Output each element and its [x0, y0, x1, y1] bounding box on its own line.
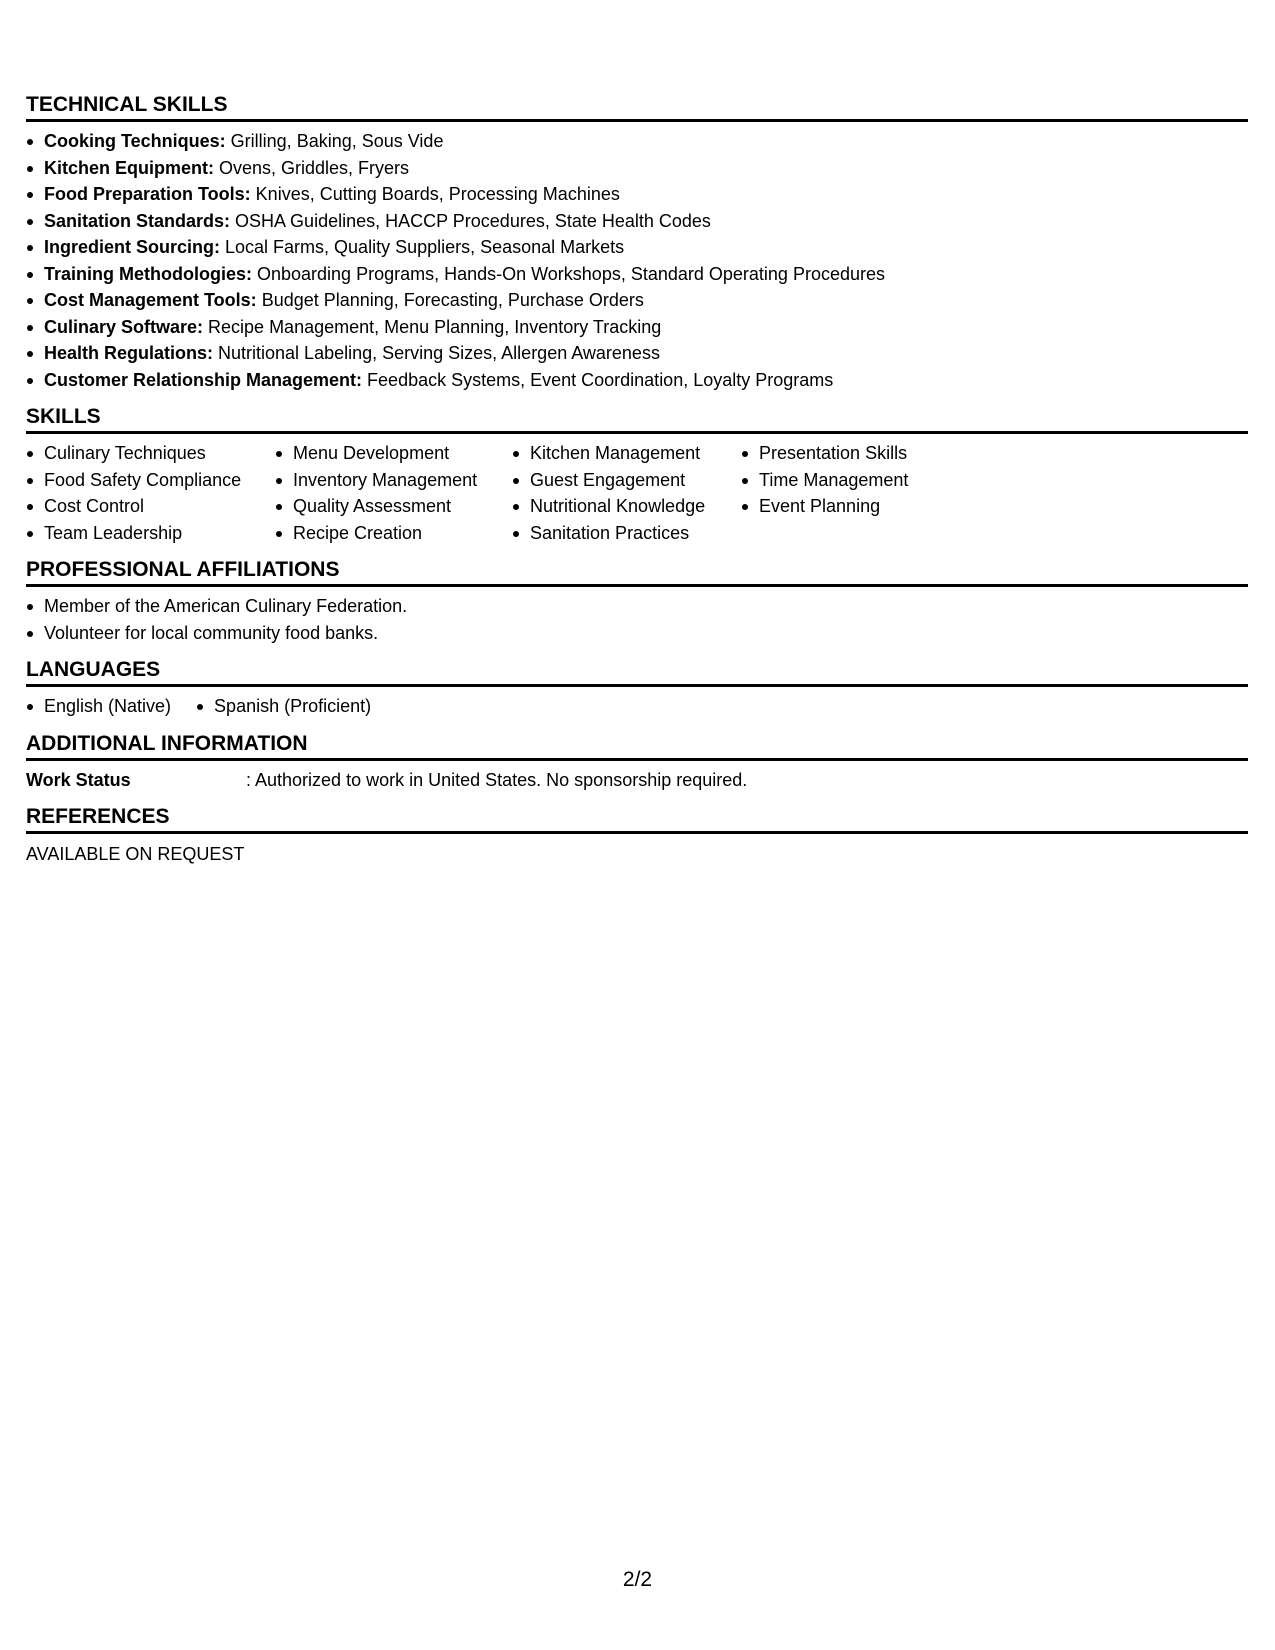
list-item: Culinary Techniques	[26, 440, 275, 467]
skills-column	[512, 440, 741, 546]
list-item: Member of the American Culinary Federation.	[26, 593, 1248, 620]
work-status-label: Work Status	[26, 769, 131, 790]
technical-skills-list	[26, 128, 1248, 393]
list-item: Menu Development	[275, 440, 512, 467]
work-status-row	[26, 767, 1248, 794]
list-item: Cost Control	[26, 493, 275, 520]
technical-skills-section	[26, 93, 1248, 393]
work-status-value: : Authorized to work in United States. No sponsorship required.	[246, 769, 748, 790]
list-item: Culinary Software: Recipe Management, Menu Planning, Inventory Tracking	[26, 314, 1248, 341]
list-item: Inventory Management	[275, 467, 512, 494]
skills-column	[741, 440, 941, 546]
list-item: Food Safety Compliance	[26, 467, 275, 494]
list-item: Food Preparation Tools: Knives, Cutting Boards, Processing Machines	[26, 181, 1248, 208]
languages-list	[26, 693, 1248, 720]
skills-grid	[26, 440, 1248, 546]
page-number: 2/2	[622, 1568, 653, 1591]
languages-heading: LANGUAGES	[26, 658, 1248, 687]
list-item: Customer Relationship Management: Feedback Systems, Event Coordination, Loyalty Programs	[26, 367, 1248, 394]
skills-column	[275, 440, 512, 546]
list-item: English (Native)	[26, 693, 171, 720]
list-item: Presentation Skills	[741, 440, 941, 467]
list-item: Sanitation Practices	[512, 520, 741, 547]
list-item: Team Leadership	[26, 520, 275, 547]
languages-section	[26, 658, 1248, 720]
list-item: Nutritional Knowledge	[512, 493, 741, 520]
references-text: AVAILABLE ON REQUEST	[26, 844, 245, 864]
list-item: Quality Assessment	[275, 493, 512, 520]
list-item: Volunteer for local community food banks.	[26, 620, 1248, 647]
list-item: Guest Engagement	[512, 467, 741, 494]
list-item: Time Management	[741, 467, 941, 494]
list-item: Training Methodologies: Onboarding Programs, Hands-On Workshops, Standard Operating Procedures	[26, 261, 1248, 288]
list-item: Cooking Techniques: Grilling, Baking, Sous Vide	[26, 128, 1248, 155]
list-item: Health Regulations: Nutritional Labeling, Serving Sizes, Allergen Awareness	[26, 340, 1248, 367]
skills-section	[26, 405, 1248, 546]
references-heading: REFERENCES	[26, 805, 1248, 834]
list-item: Kitchen Management	[512, 440, 741, 467]
list-item: Spanish (Proficient)	[196, 693, 371, 720]
additional-info-section	[26, 732, 1248, 794]
affiliations-heading: PROFESSIONAL AFFILIATIONS	[26, 558, 1248, 587]
list-item: Kitchen Equipment: Ovens, Griddles, Fryers	[26, 155, 1248, 182]
technical-skills-heading: TECHNICAL SKILLS	[26, 93, 1248, 122]
list-item: Ingredient Sourcing: Local Farms, Quality Suppliers, Seasonal Markets	[26, 234, 1248, 261]
additional-info-heading: ADDITIONAL INFORMATION	[26, 732, 1248, 761]
skills-column	[26, 440, 275, 546]
affiliations-list	[26, 593, 1248, 646]
affiliations-section	[26, 558, 1248, 646]
resume-page	[26, 93, 1248, 868]
list-item: Cost Management Tools: Budget Planning, Forecasting, Purchase Orders	[26, 287, 1248, 314]
skills-heading: SKILLS	[26, 405, 1248, 434]
references-section	[26, 805, 1248, 868]
list-item: Recipe Creation	[275, 520, 512, 547]
list-item: Sanitation Standards: OSHA Guidelines, HACCP Procedures, State Health Codes	[26, 208, 1248, 235]
list-item: Event Planning	[741, 493, 941, 520]
